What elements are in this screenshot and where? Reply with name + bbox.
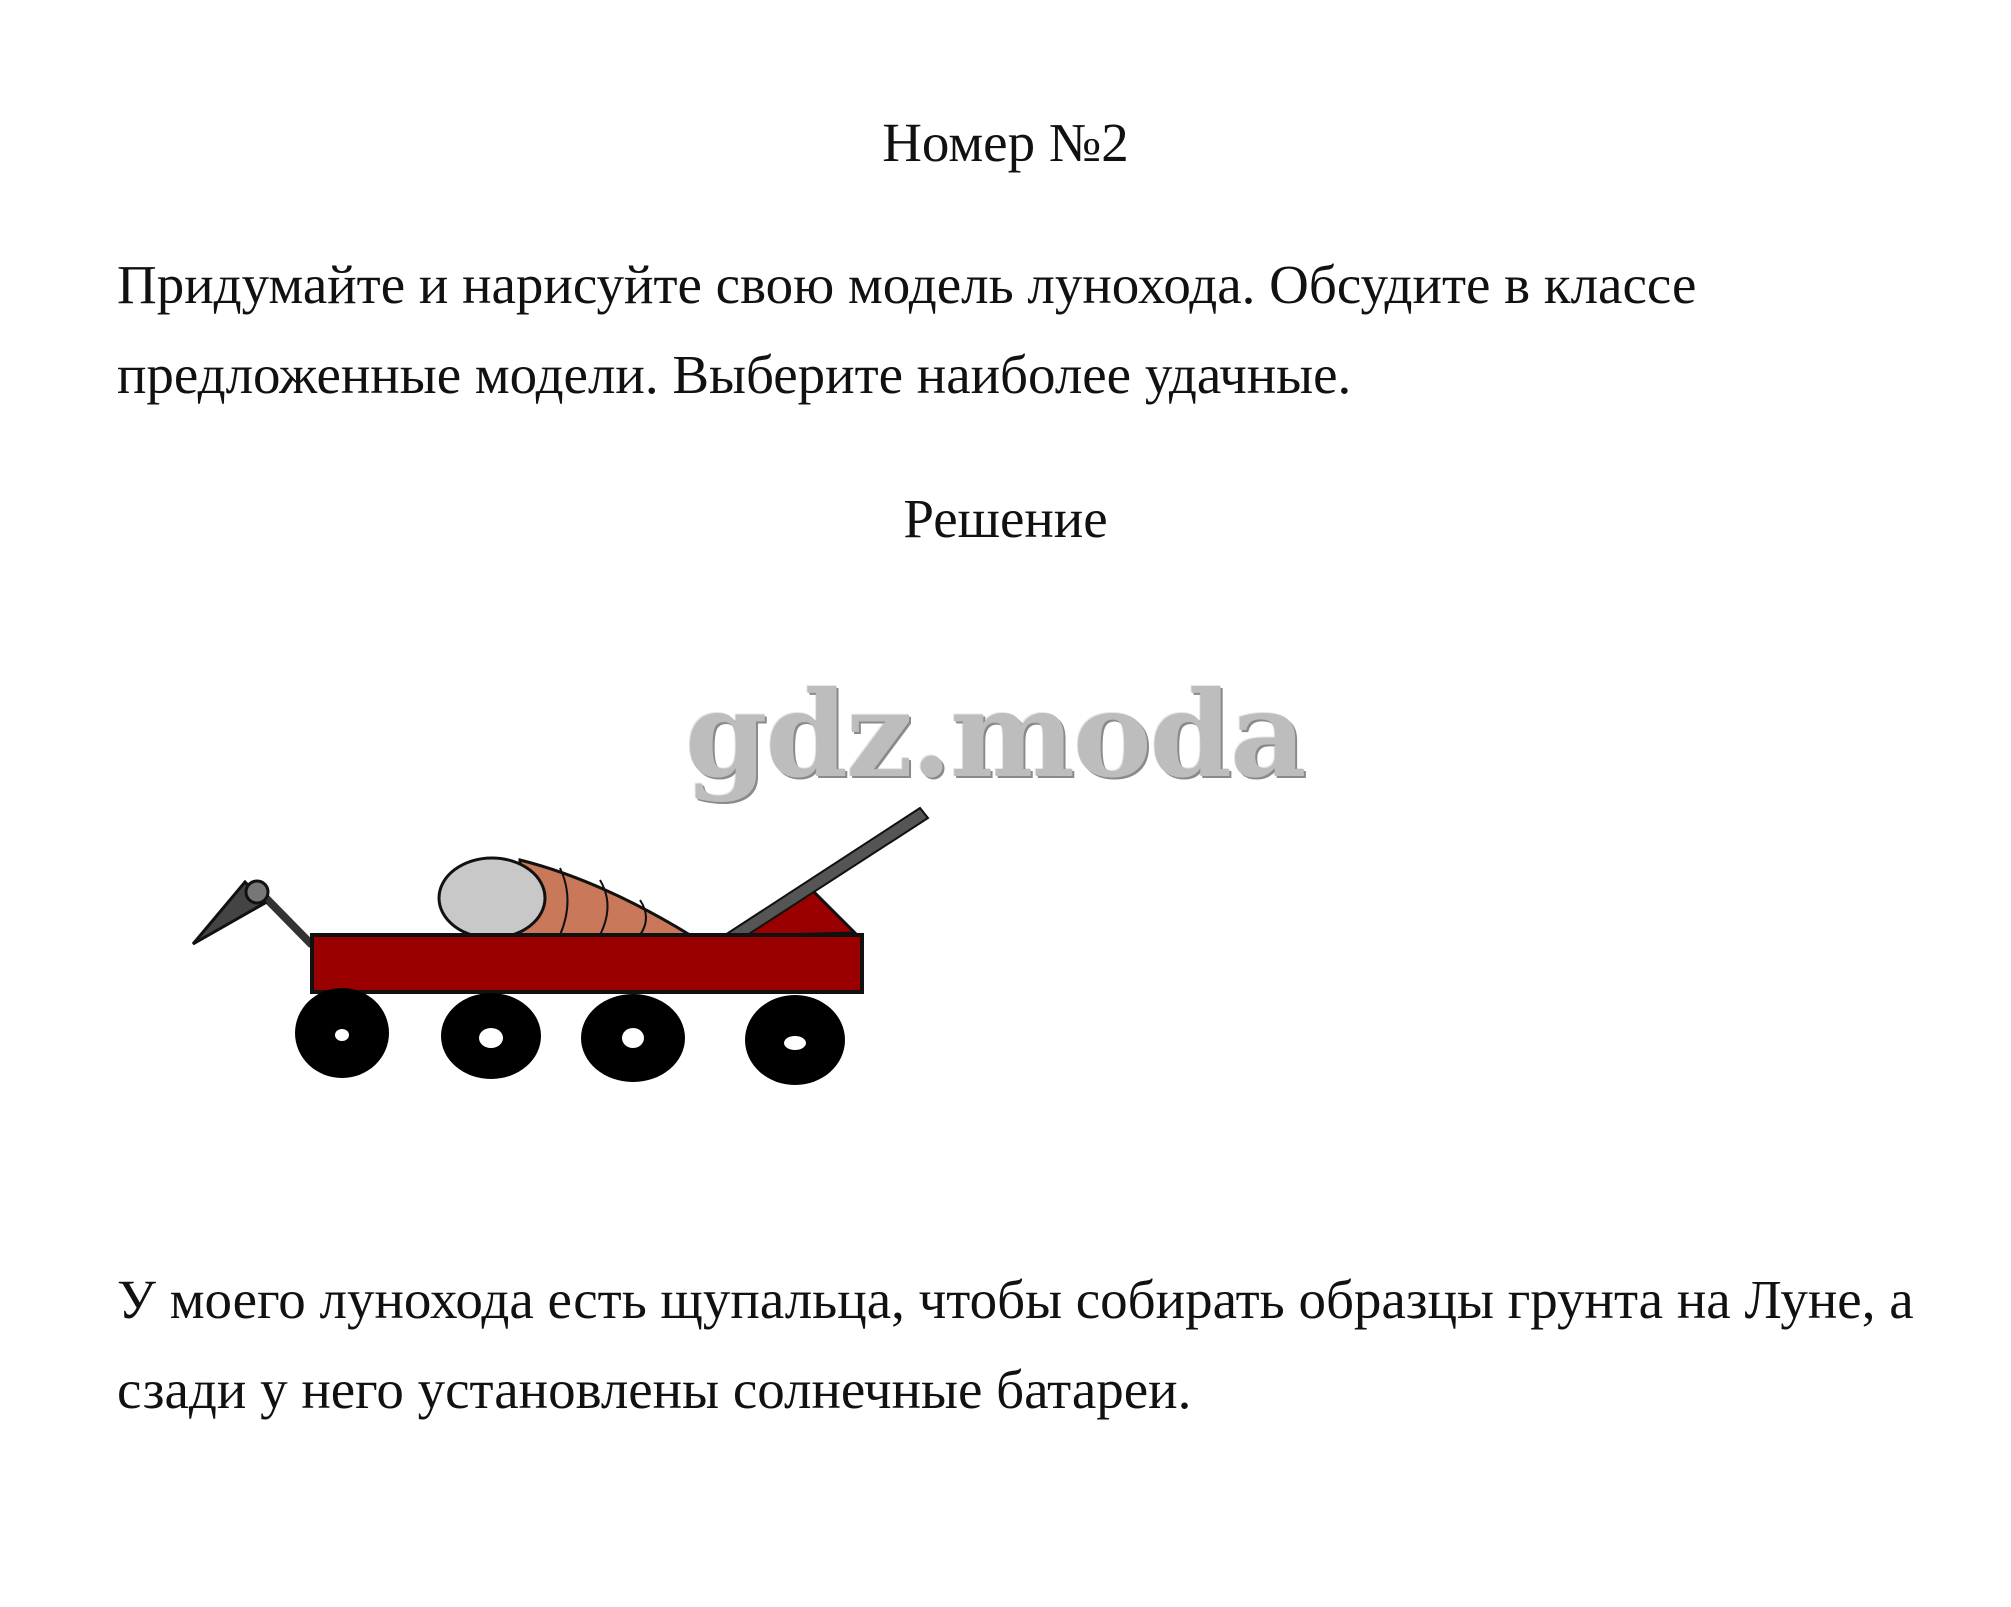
watermark-logo: gdz.moda: [685, 665, 1305, 804]
dome: [439, 858, 545, 938]
wheel: [295, 988, 389, 1078]
wheel: [441, 993, 541, 1079]
rover-body: [312, 935, 862, 992]
answer-text: У моего лунохода есть щупальца, чтобы собирать образцы грунта на Луне, а сзади у него установлены солнечные батареи.: [117, 1269, 1914, 1420]
wheels: [295, 988, 845, 1085]
tentacle-arm: [193, 881, 312, 945]
wheel: [581, 994, 685, 1082]
solution-heading: Решение: [903, 488, 1108, 549]
solar-panel: [725, 808, 928, 943]
page-title: Номер №2: [882, 112, 1129, 173]
task-text: Придумайте и нарисуйте свою модель лунохода. Обсудите в классе предложенные модели. Выберите наиболее удачные.: [117, 254, 1697, 405]
wheel: [745, 995, 845, 1085]
